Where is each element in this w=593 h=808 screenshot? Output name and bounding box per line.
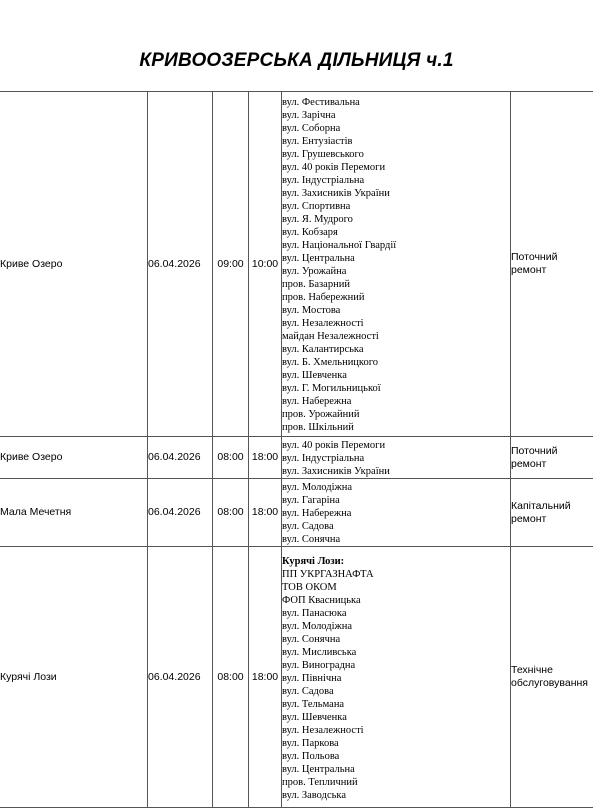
streets-cell: [282, 479, 511, 547]
street-item: вул. Набережна: [282, 507, 510, 520]
street-item: вул. Молодіжна: [282, 620, 510, 633]
street-item: вул. Я. Мудрого: [282, 213, 510, 226]
street-item: вул. Заводська: [282, 789, 510, 802]
street-item: вул. Паркова: [282, 737, 510, 750]
end-time-cell: 18:00: [249, 547, 282, 808]
work-type-line: ремонт: [511, 458, 593, 471]
street-item: вул. Незалежності: [282, 724, 510, 737]
start-time-cell: 08:00: [213, 437, 249, 479]
work-type-cell: [511, 479, 593, 547]
street-item: вул. Спортивна: [282, 200, 510, 213]
street-item: вул. Індустріальна: [282, 452, 510, 465]
street-item: вул. Садова: [282, 685, 510, 698]
street-item: вул. Сонячна: [282, 533, 510, 546]
outage-table: [0, 91, 593, 808]
street-item: вул. Зарічна: [282, 109, 510, 122]
table-row: [0, 437, 593, 479]
table-row: [0, 547, 593, 808]
street-item: вул. Сонячна: [282, 633, 510, 646]
date-cell: 06.04.2026: [148, 92, 213, 437]
work-type-cell: [511, 547, 593, 808]
work-type-line: Поточний: [511, 251, 593, 264]
street-item: вул. Грушевського: [282, 148, 510, 161]
street-item: вул. Центральна: [282, 252, 510, 265]
page-title: КРИВООЗЕРСЬКА ДІЛЬНИЦЯ ч.1: [0, 50, 593, 72]
street-item: пров. Базарний: [282, 278, 510, 291]
street-item: вул. 40 років Перемоги: [282, 439, 510, 452]
streets-cell: [282, 547, 511, 808]
start-time-cell: 08:00: [213, 479, 249, 547]
street-item: пров. Шкільний: [282, 421, 510, 434]
street-item: пров. Набережний: [282, 291, 510, 304]
streets-cell: [282, 437, 511, 479]
work-type-cell: [511, 437, 593, 479]
street-item: майдан Незалежності: [282, 330, 510, 343]
place-cell: Курячі Лози: [0, 547, 148, 808]
street-item: вул. Мостова: [282, 304, 510, 317]
work-type-line: ремонт: [511, 513, 593, 526]
street-item: вул. Гагаріна: [282, 494, 510, 507]
work-type-line: Технічне: [511, 664, 593, 677]
street-item: вул. Соборна: [282, 122, 510, 135]
work-type-cell: [511, 92, 593, 437]
table-row: [0, 92, 593, 437]
date-cell: 06.04.2026: [148, 437, 213, 479]
place-cell: Мала Мечетня: [0, 479, 148, 547]
street-item: ПП УКРГАЗНАФТА: [282, 568, 510, 581]
place-cell: Криве Озеро: [0, 92, 148, 437]
street-item: вул. Панасюка: [282, 607, 510, 620]
street-item: вул. Виноградна: [282, 659, 510, 672]
street-item: вул. Урожайна: [282, 265, 510, 278]
date-cell: 06.04.2026: [148, 547, 213, 808]
street-item: вул. Г. Могильницької: [282, 382, 510, 395]
street-item: пров. Урожайний: [282, 408, 510, 421]
end-time-cell: 18:00: [249, 479, 282, 547]
work-type-line: Поточний: [511, 445, 593, 458]
street-item: вул. Шевченка: [282, 369, 510, 382]
start-time-cell: 08:00: [213, 547, 249, 808]
street-item: вул. Центральна: [282, 763, 510, 776]
street-item: вул. Садова: [282, 520, 510, 533]
street-item: вул. Північна: [282, 672, 510, 685]
table-row: [0, 479, 593, 547]
street-item: вул. Калантирська: [282, 343, 510, 356]
streets-group-header: Курячі Лози:: [282, 555, 510, 568]
street-item: вул. Захисників України: [282, 465, 510, 478]
street-item: вул. Національної Гвардії: [282, 239, 510, 252]
street-item: вул. Індустріальна: [282, 174, 510, 187]
street-item: вул. Молодіжна: [282, 481, 510, 494]
start-time-cell: 09:00: [213, 92, 249, 437]
street-item: вул. Тельмана: [282, 698, 510, 711]
end-time-cell: 10:00: [249, 92, 282, 437]
street-item: вул. Незалежності: [282, 317, 510, 330]
work-type-line: обслуговування: [511, 677, 593, 690]
street-item: вул. 40 років Перемоги: [282, 161, 510, 174]
street-item: вул. Мисливська: [282, 646, 510, 659]
street-item: вул. Фестивальна: [282, 96, 510, 109]
work-type-line: Капітальний: [511, 500, 593, 513]
street-item: вул. Польова: [282, 750, 510, 763]
end-time-cell: 18:00: [249, 437, 282, 479]
street-item: ТОВ ОКОМ: [282, 581, 510, 594]
street-item: вул. Захисників України: [282, 187, 510, 200]
street-item: вул. Б. Хмельницкого: [282, 356, 510, 369]
street-item: ФОП Квасницька: [282, 594, 510, 607]
street-item: вул. Шевченка: [282, 711, 510, 724]
streets-cell: [282, 92, 511, 437]
place-cell: Криве Озеро: [0, 437, 148, 479]
street-item: вул. Ентузіастів: [282, 135, 510, 148]
street-item: вул. Набережна: [282, 395, 510, 408]
street-item: вул. Кобзаря: [282, 226, 510, 239]
date-cell: 06.04.2026: [148, 479, 213, 547]
work-type-line: ремонт: [511, 264, 593, 277]
street-item: пров. Тепличний: [282, 776, 510, 789]
